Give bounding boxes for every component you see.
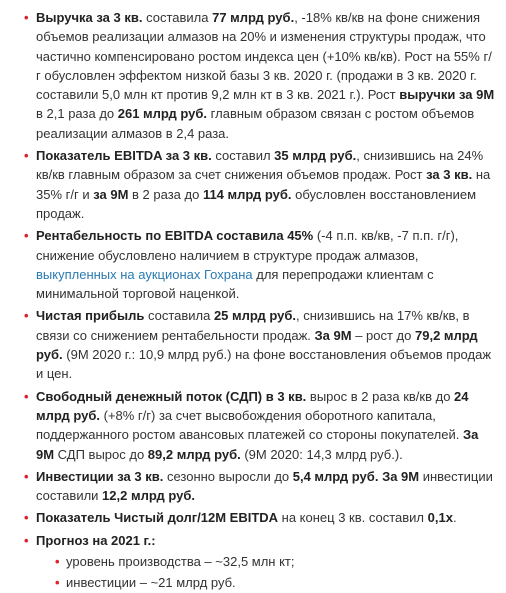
sub-list-item <box>55 573 496 592</box>
bold-text: 35 млрд руб. <box>274 148 357 164</box>
text-span: уровень производства – ~32,5 млн кт; <box>66 554 295 570</box>
text-span: (9М 2020 г.: 10,9 млрд руб.) на фоне восстановления объемов продаж и цен. <box>36 347 492 382</box>
text-span: составила <box>144 308 214 324</box>
bold-text: 79,2 млрд руб. <box>36 327 478 363</box>
text-span: на 35% г/г и <box>36 167 491 202</box>
bullet-icon: • <box>24 228 29 244</box>
text-span: в 2 раза до <box>128 186 203 202</box>
bullet-icon: • <box>24 532 29 548</box>
list-item <box>24 387 496 464</box>
bold-text: Показатель EBITDA за 3 кв. <box>36 148 212 164</box>
text-span: (-4 п.п. кв/кв, -7 п.п. г/г), снижение обусловлено наличием в структуре продаж алмазов, <box>36 228 459 263</box>
text-span: , снизившись на 24% кв/кв главным образом за счет снижения объемов продаж. Рост <box>36 148 484 183</box>
bullet-icon: • <box>24 10 29 25</box>
sub-bullet-icon: • <box>55 575 60 591</box>
bold-text: За 9М <box>382 468 420 484</box>
bold-text: 114 млрд руб. <box>202 186 292 202</box>
text-span: . <box>452 510 457 526</box>
bold-text: За 9М <box>36 427 479 462</box>
text-span: – рост до <box>351 327 415 343</box>
bullet-icon: • <box>24 148 29 164</box>
text-span: в 2,1 раза до <box>36 106 118 122</box>
bold-text: выручки за 9М <box>399 87 495 103</box>
text-span: инвестиции составили <box>36 468 493 504</box>
list-item <box>24 146 496 223</box>
bold-text: за 9М <box>93 186 129 202</box>
text-span: обусловлен восстановлением продаж. <box>36 186 477 221</box>
list-item <box>24 508 496 527</box>
inline-link[interactable]: выкупленных на аукционах Гохрана <box>36 266 253 282</box>
bold-text: 77 млрд руб. <box>212 10 295 25</box>
bold-text: 25 млрд руб. <box>213 308 297 324</box>
list-item <box>24 8 496 143</box>
bold-text: Чистая прибыль <box>36 308 145 324</box>
bold-text: 24 млрд руб. <box>36 388 469 423</box>
bullet-icon: • <box>24 388 29 404</box>
bold-text: Выручка за 3 кв. <box>36 10 143 25</box>
sub-bullet-icon: • <box>55 554 60 570</box>
text-span: составила <box>142 10 213 25</box>
highlights-list <box>24 8 496 593</box>
bold-text: 0,1x <box>427 510 453 526</box>
bold-text: 5,4 млрд руб. <box>292 468 379 484</box>
text-span: (9М 2020: 14,3 млрд руб.). <box>240 446 403 462</box>
list-item <box>24 531 496 593</box>
bold-text: Свободный денежный поток (СДП) в 3 кв. <box>36 388 307 404</box>
bold-text: 12,2 млрд руб. <box>102 488 195 504</box>
text-span: вырос в 2 раза кв/кв до <box>306 388 455 404</box>
list-item <box>24 306 496 383</box>
text-span: для перепродажи клиентам с минимальной торговой наценкой. <box>36 266 434 302</box>
list-item <box>24 226 496 303</box>
forecast-sublist <box>36 552 496 593</box>
bold-text: Рентабельность по EBITDA составила 45% <box>36 228 314 244</box>
text-span: главным образом связан с ростом объемов реализации алмазов в 2,4 раза. <box>36 106 475 141</box>
sub-list-item <box>55 552 496 571</box>
text-span: на конец 3 кв. составил <box>278 510 428 526</box>
text-span: , -18% кв/кв на фоне снижения объемов реализации алмазов на 20% и изменения структуры продаж, что частично компенсировано ростом индекса цен (+10% кв/кв). Рост на 55% г/г обусловлен эффектом низкой базы 3 кв. 2020 г. (продажи в 3 кв. 2020 г. составили 5,0 млн кт против 9,2 млн кт в 3 кв. 2021 г.). Рост <box>36 10 492 103</box>
bullet-icon: • <box>24 308 29 324</box>
text-span: , снизившись на 17% кв/кв, в связи со снижением рентабельности продаж. <box>36 308 470 343</box>
bullet-icon: • <box>24 468 29 484</box>
bold-text: За 9М <box>314 327 352 343</box>
bold-text: Показатель Чистый долг/12М EBITDA <box>36 510 279 526</box>
bullet-icon: • <box>24 510 29 526</box>
text-span: инвестиции – ~21 млрд руб. <box>66 575 236 591</box>
bold-text: 261 млрд руб. <box>117 106 208 122</box>
list-item <box>24 467 496 506</box>
text-span: (+8% г/г) за счет высвобождения оборотного капитала, поддержанного ростом авансовых платежей со стороны покупателей. <box>36 407 463 443</box>
bold-text: Инвестиции за 3 кв. <box>36 468 164 484</box>
bold-text: Прогноз на 2021 г.: <box>36 532 156 548</box>
text-span: сезонно выросли до <box>163 468 293 484</box>
text-span: составил <box>211 148 275 164</box>
text-span: СДП вырос до <box>54 446 148 462</box>
bold-text: за 3 кв. <box>426 167 473 183</box>
bold-text: 89,2 млрд руб. <box>147 446 241 462</box>
